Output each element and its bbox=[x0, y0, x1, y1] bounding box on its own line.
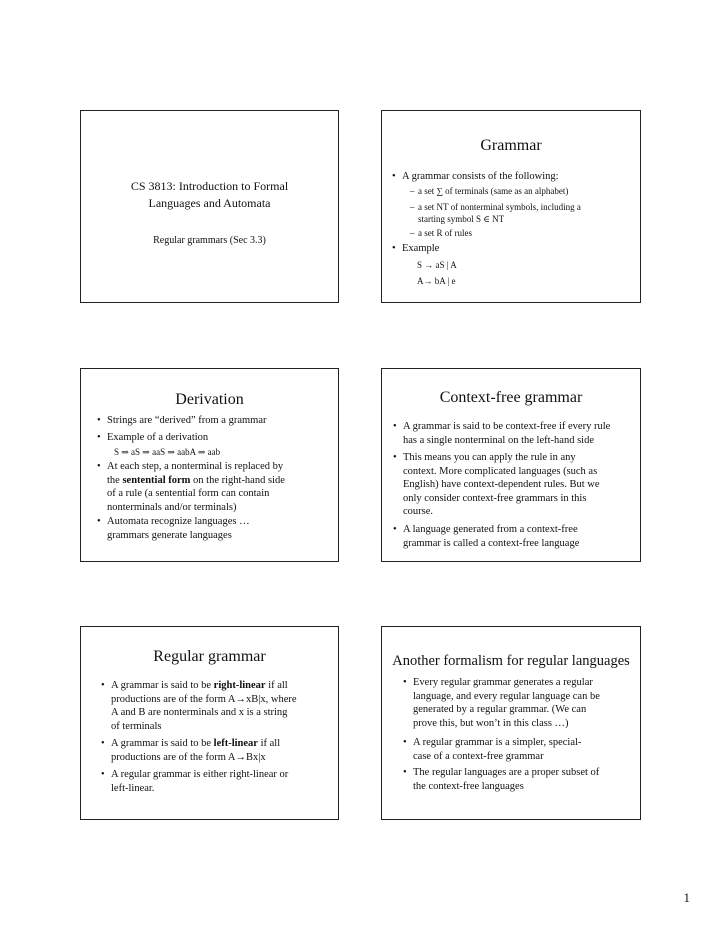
bullet-text bbox=[107, 474, 285, 488]
slide-1-title-line2: Languages and Automata bbox=[148, 196, 271, 210]
bullet-marker: • bbox=[101, 769, 105, 780]
slide-1-title-line1: CS 3813: Introduction to Formal bbox=[130, 179, 289, 193]
bullet-marker: • bbox=[101, 738, 105, 749]
bullet-marker: • bbox=[403, 677, 407, 688]
bullet-text: has a single nonterminal on the left-hand side bbox=[403, 434, 594, 446]
bullet-text: of terminals bbox=[111, 720, 162, 732]
text-run: if all bbox=[265, 680, 288, 691]
slide-2-sub-3 bbox=[410, 227, 472, 239]
bullet-marker: • bbox=[393, 524, 397, 535]
slide-5 bbox=[80, 626, 339, 820]
bullet-text: A grammar is said to be context-free if every rule bbox=[403, 421, 611, 432]
bullet-text: productions are of the form A→Bx|x bbox=[111, 751, 266, 763]
dash-marker: – bbox=[410, 202, 415, 212]
sub-text: a set R of rules bbox=[418, 228, 472, 238]
bullet-marker: • bbox=[393, 452, 397, 463]
slide-3-bullet-3 bbox=[97, 460, 285, 514]
bullet-marker: • bbox=[392, 171, 396, 182]
slide-2-bullet-2 bbox=[392, 242, 440, 256]
slide-2-example-rule-1: S → aS | A bbox=[417, 260, 457, 270]
slide-2-sub-1 bbox=[410, 185, 569, 197]
bullet-text: The regular languages are a proper subset of bbox=[413, 767, 600, 778]
slide-4 bbox=[381, 368, 641, 562]
bullet-text bbox=[111, 679, 297, 693]
slide-4-bullet-1 bbox=[393, 420, 611, 447]
slide-6-bullet-2 bbox=[403, 736, 582, 763]
bullet-text: of a rule (a sentential form can contain bbox=[107, 488, 270, 500]
slide-3 bbox=[80, 368, 339, 562]
slide-4-title: Context-free grammar bbox=[439, 389, 583, 406]
slide-1 bbox=[80, 110, 339, 303]
slide-4-bullet-3 bbox=[393, 523, 580, 550]
emphasis-term: left-linear bbox=[213, 738, 258, 749]
bullet-text: generated by a regular grammar. (We can bbox=[413, 704, 587, 716]
slide-6-bullet-1 bbox=[403, 676, 600, 730]
bullet-text: A and B are nonterminals and x is a string bbox=[111, 707, 288, 719]
sub-text: a set ∑ of terminals (same as an alphabet) bbox=[418, 186, 569, 196]
bullet-marker: • bbox=[392, 243, 396, 254]
text-run: A grammar is said to be bbox=[111, 680, 214, 691]
bullet-text: course. bbox=[403, 506, 434, 518]
bullet-text: productions are of the form A→xB|x, where bbox=[111, 693, 297, 705]
page-number: 1 bbox=[683, 890, 690, 905]
bullet-text: A regular grammar is a simpler, special- bbox=[413, 737, 582, 748]
bullet-text: context. More complicated languages (such as bbox=[403, 465, 598, 477]
bullet-text: Every regular grammar generates a regular bbox=[413, 677, 593, 688]
text-run: A grammar is said to be bbox=[111, 738, 214, 749]
bullet-text: case of a context-free grammar bbox=[413, 750, 544, 762]
slide-3-bullet-2 bbox=[97, 431, 209, 445]
slide-2-example-rule-2: A→ bA | e bbox=[417, 276, 456, 286]
slide-3-bullet-4 bbox=[97, 515, 250, 542]
bullet-marker: • bbox=[97, 432, 101, 443]
bullet-text: This means you can apply the rule in any bbox=[403, 452, 576, 463]
slide-6-title: Another formalism for regular languages bbox=[392, 653, 630, 669]
bullet-marker: • bbox=[403, 767, 407, 778]
bullet-text: only consider context-free grammars in this bbox=[403, 492, 587, 504]
slide-6 bbox=[381, 626, 641, 820]
slide-2-title: Grammar bbox=[480, 137, 542, 154]
slide-2 bbox=[381, 110, 641, 303]
text-run: if all bbox=[257, 738, 281, 749]
bullet-text bbox=[111, 737, 280, 751]
bullet-text: left-linear. bbox=[111, 782, 155, 794]
sub-text: a set NT of nonterminal symbols, including a bbox=[418, 202, 581, 212]
slide-5-bullet-3 bbox=[101, 768, 289, 795]
sub-text: starting symbol S ∈ NT bbox=[418, 214, 505, 225]
bullet-text: Automata recognize languages … bbox=[107, 516, 250, 527]
slide-6-bullet-3 bbox=[403, 766, 600, 793]
dash-marker: – bbox=[410, 186, 415, 196]
emphasis-term: right-linear bbox=[213, 680, 266, 691]
bullet-marker: • bbox=[97, 516, 101, 527]
bullet-marker: • bbox=[97, 461, 101, 472]
slide-2-sub-2 bbox=[410, 201, 581, 225]
slide-5-bullet-2 bbox=[101, 737, 281, 764]
slide-4-bullet-2 bbox=[393, 451, 600, 519]
bullet-text: Strings are “derived” from a grammar bbox=[107, 415, 267, 426]
text-run: the bbox=[107, 474, 123, 486]
slide-5-title: Regular grammar bbox=[153, 648, 266, 665]
text-run: on the right-hand side bbox=[190, 474, 285, 486]
bullet-marker: • bbox=[97, 415, 101, 426]
slide-1-title bbox=[81, 178, 338, 212]
bullet-text: A grammar consists of the following: bbox=[402, 171, 559, 182]
bullet-marker: • bbox=[403, 737, 407, 748]
bullet-text: grammars generate languages bbox=[107, 529, 232, 541]
bullet-text: Example bbox=[402, 243, 440, 254]
bullet-text: language, and every regular language can be bbox=[413, 690, 600, 702]
bullet-text: At each step, a nonterminal is replaced by bbox=[107, 461, 284, 472]
bullet-text: A regular grammar is either right-linear or bbox=[111, 769, 289, 780]
slide-5-bullet-1 bbox=[101, 679, 297, 733]
slide-3-derivation-example: S ⇒ aS ⇒ aaS ⇒ aabA ⇒ aab bbox=[114, 447, 221, 457]
bullet-text: English) have context-dependent rules. But we bbox=[403, 479, 600, 491]
slide-1-subtitle: Regular grammars (Sec 3.3) bbox=[153, 235, 266, 246]
bullet-text: A language generated from a context-free bbox=[403, 524, 578, 535]
bullet-text: the context-free languages bbox=[413, 780, 524, 792]
slide-2-bullet-1 bbox=[392, 170, 559, 184]
slide-3-title: Derivation bbox=[175, 391, 244, 408]
bullet-text: Example of a derivation bbox=[107, 432, 209, 443]
bullet-text: prove this, but won’t in this class …) bbox=[413, 717, 569, 729]
bullet-text: grammar is called a context-free language bbox=[403, 537, 580, 549]
bullet-text: nonterminals and/or terminals) bbox=[107, 501, 237, 513]
emphasis-term: sentential form bbox=[122, 474, 191, 486]
bullet-marker: • bbox=[101, 680, 105, 691]
bullet-marker: • bbox=[393, 421, 397, 432]
slide-3-bullet-1 bbox=[97, 414, 267, 428]
dash-marker: – bbox=[410, 228, 415, 238]
